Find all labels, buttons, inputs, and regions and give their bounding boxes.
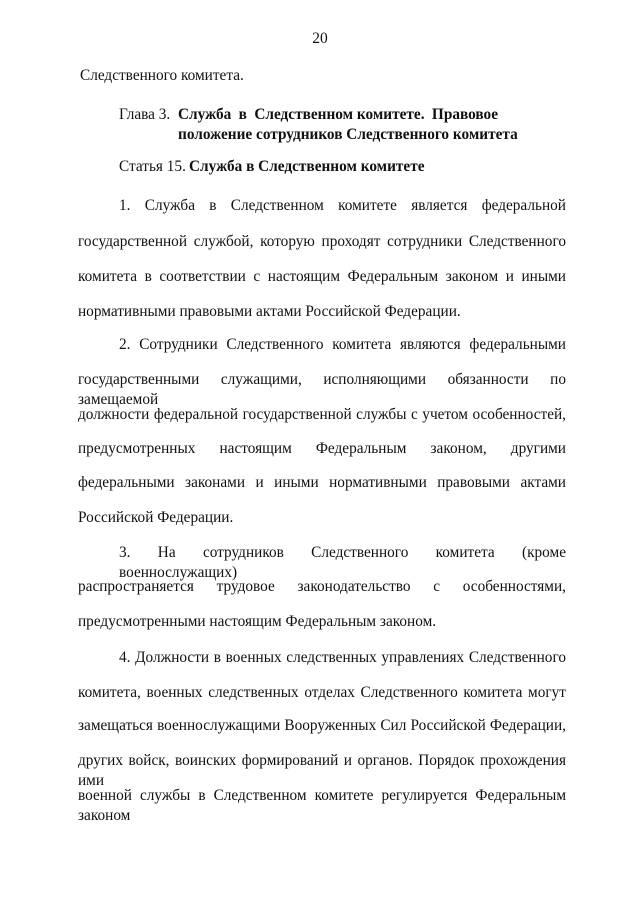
chapter-title-word: Служба bbox=[178, 106, 232, 123]
paragraph-line: 2. Сотрудники Следственного комитета являются федеральными bbox=[119, 336, 566, 353]
chapter-title-word: Следственном комитете. bbox=[254, 106, 425, 123]
paragraph-line: предусмотренных настоящим Федеральным законом, другими bbox=[78, 440, 566, 457]
paragraph-line: 1. Служба в Следственном комитете является федеральной bbox=[119, 197, 566, 214]
paragraph-line: государственными служащими, исполняющими обязанности по замещаемой bbox=[78, 371, 566, 408]
paragraph-line: должности федеральной государственной службы с учетом особенностей, bbox=[78, 406, 566, 423]
article-label: Статья 15. bbox=[119, 158, 186, 175]
chapter-label: Глава 3. bbox=[119, 106, 171, 123]
chapter-title-line1 bbox=[178, 105, 498, 125]
paragraph-line: 4. Должности в военных следственных управлениях Следственного bbox=[119, 649, 566, 666]
paragraph-line: комитета в соответствии с настоящим Федеральным законом и иными bbox=[78, 268, 566, 285]
paragraph-line: государственной службой, которую проходят сотрудники Следственного bbox=[78, 233, 566, 250]
article-title: Служба в Следственном комитете bbox=[189, 158, 425, 175]
paragraph-line: нормативными правовыми актами Российской Федерации. bbox=[78, 303, 461, 320]
paragraph-line: Российской Федерации. bbox=[78, 509, 234, 526]
chapter-title-line2: положение сотрудников Следственного комитета bbox=[178, 126, 518, 143]
paragraph-line: других войск, воинских формирований и органов. Порядок прохождения ими bbox=[78, 752, 566, 789]
paragraph-line: предусмотренными настоящим Федеральным законом. bbox=[78, 613, 437, 630]
paragraph-line: замещаться военнослужащими Вооруженных Сил Российской Федерации, bbox=[78, 717, 566, 734]
paragraph-line: комитета, военных следственных отделах Следственного комитета могут bbox=[78, 684, 566, 701]
paragraph-line: военной службы в Следственном комитете регулируется Федеральным законом bbox=[78, 787, 566, 824]
continuation-text: Следственного комитета. bbox=[80, 67, 244, 84]
paragraph-line: федеральными законами и иными нормативными правовыми актами bbox=[78, 474, 566, 491]
chapter-title-word: в bbox=[238, 106, 247, 123]
page-number: 20 bbox=[312, 30, 328, 47]
paragraph-line: распространяется трудовое законодательство с особенностями, bbox=[78, 578, 566, 595]
paragraph-line: 3. На сотрудников Следственного комитета (кроме военнослужащих) bbox=[119, 544, 566, 581]
chapter-title-word: Правовое bbox=[431, 106, 498, 123]
